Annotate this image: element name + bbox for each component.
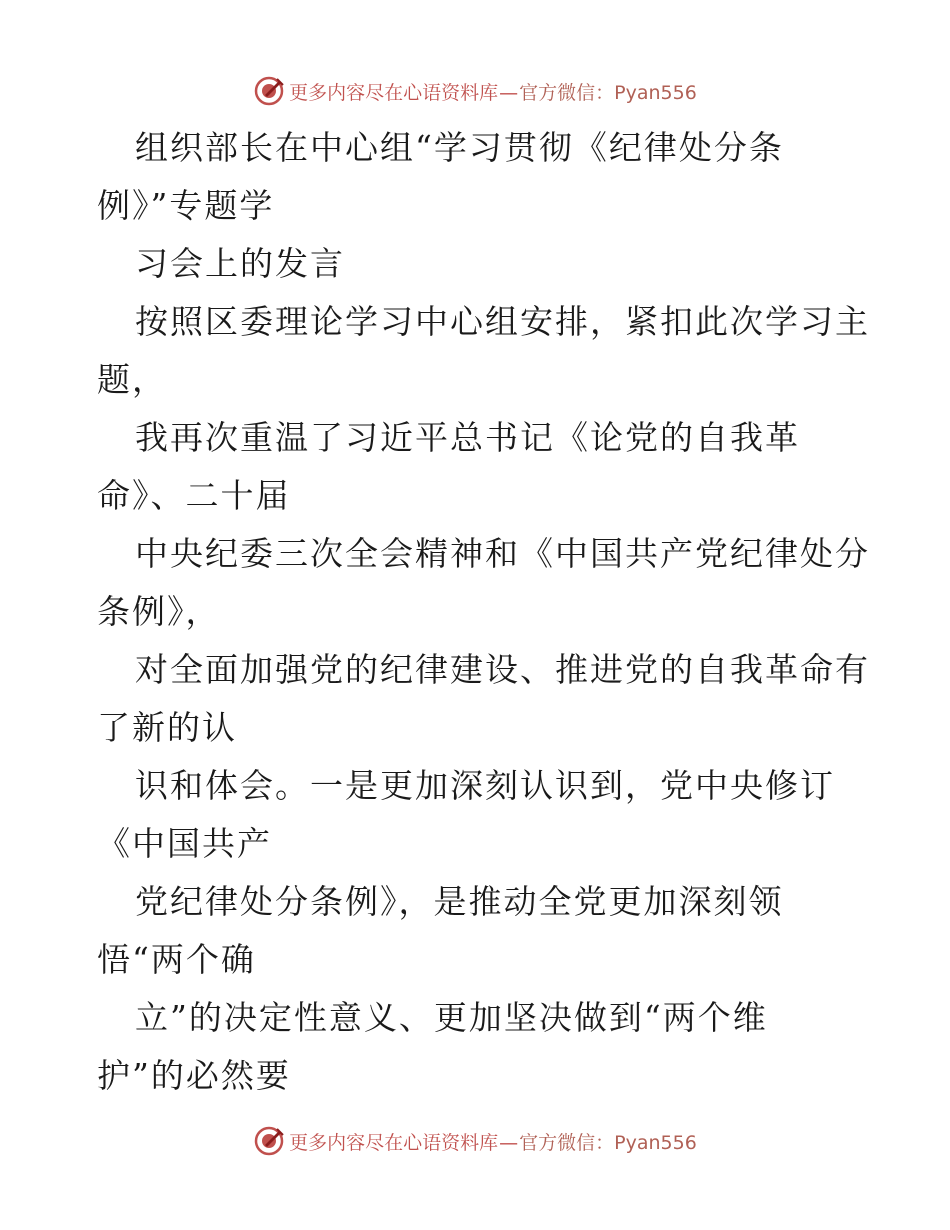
text-line: 对全面加强党的纪律建设、推进党的自我革命有 <box>135 650 870 689</box>
text-line: 识和体会。一是更加深刻认识到，党中央修订 <box>135 766 835 805</box>
text-line: 习会上的发言 <box>135 244 345 283</box>
brand-logo-icon <box>253 75 285 107</box>
text-line: 了新的认 <box>97 708 237 747</box>
header-banner <box>0 71 950 111</box>
text-line: 悟“两个确 <box>97 940 256 979</box>
header-text <box>289 78 697 105</box>
footer-banner <box>0 1121 950 1161</box>
text-line: 《中国共产 <box>97 824 272 863</box>
text-line: 条例》， <box>97 592 221 631</box>
text-line: 中央纪委三次全会精神和《中国共产党纪律处分 <box>135 534 870 573</box>
text-line: 按照区委理论学习中心组安排，紧扣此次学习主 <box>135 302 870 341</box>
brand-logo-icon <box>253 1125 285 1157</box>
footer-site-name: 更多内容尽在心语资料库 <box>289 1131 499 1154</box>
text-line: 例》”专题学 <box>97 186 275 225</box>
text-line: 题， <box>97 360 167 399</box>
text-line: 党纪律处分条例》，是推动全党更加深刻领 <box>135 882 784 921</box>
header-site-name: 更多内容尽在心语资料库 <box>289 81 499 104</box>
text-line: 命》、二十届 <box>97 476 291 515</box>
text-line: 我再次重温了习近平总书记《论党的自我革 <box>135 418 800 457</box>
header-wechat: 官方微信：Pyan556 <box>519 81 697 104</box>
text-line: 组织部长在中心组“学习贯彻《纪律处分条 <box>135 128 784 167</box>
header-separator: — <box>499 81 519 104</box>
footer-wechat: 官方微信：Pyan556 <box>519 1131 697 1154</box>
footer-text <box>289 1128 697 1155</box>
text-line: 立”的决定性意义、更加坚决做到“两个维 <box>135 998 768 1037</box>
footer-separator: — <box>499 1131 519 1154</box>
text-line: 护”的必然要 <box>97 1056 291 1095</box>
